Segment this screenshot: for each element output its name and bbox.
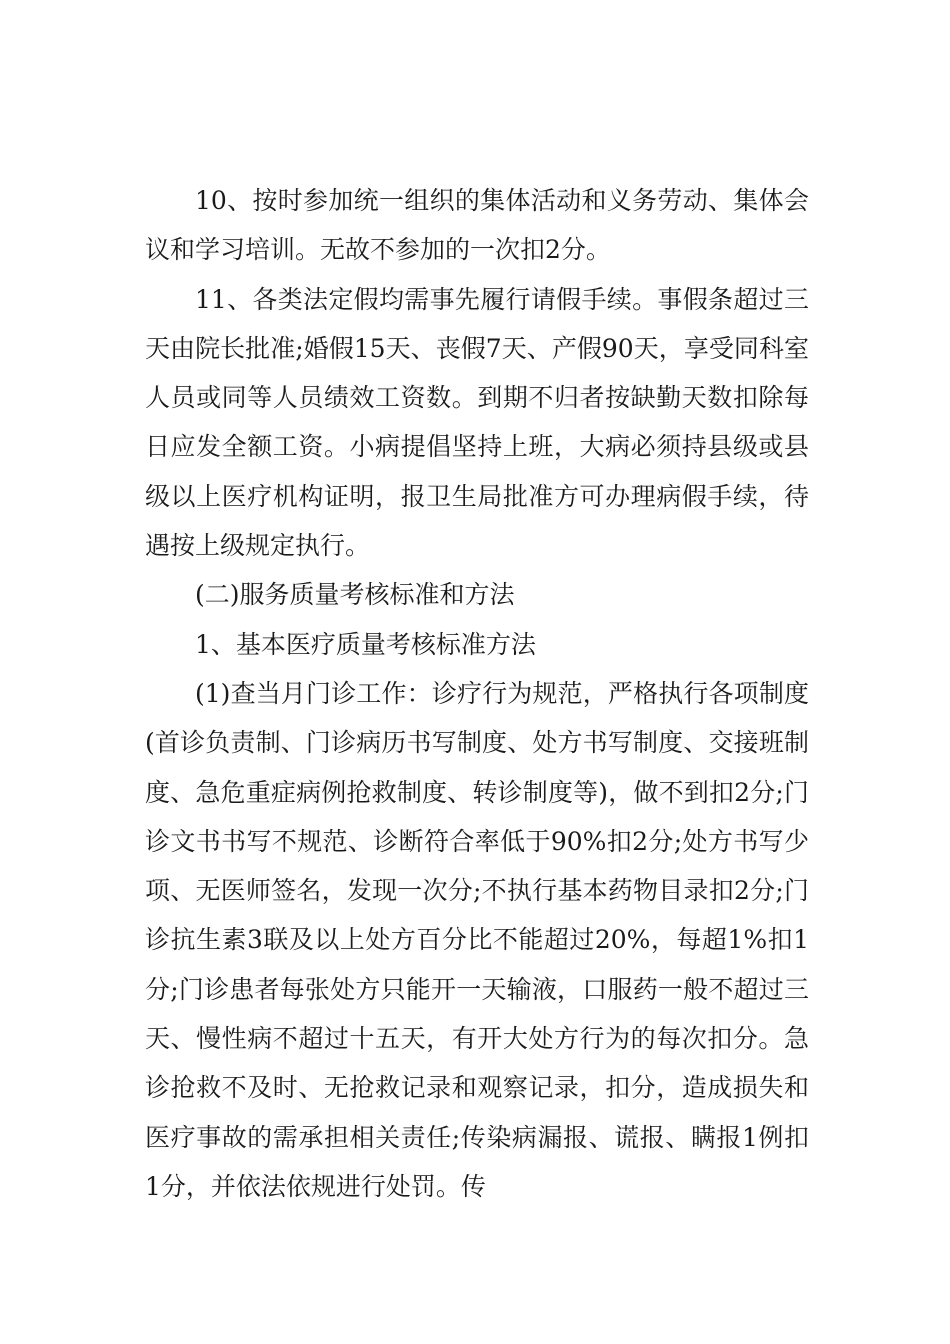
paragraph-attendance-activities: 10、按时参加统一组织的集体活动和义务劳动、集体会议和学习培训。无故不参加的一次扣2分。 [145, 186, 809, 265]
document-body [145, 176, 809, 1211]
paragraph-outpatient-check: (1)查当月门诊工作：诊疗行为规范，严格执行各项制度(首诊负责制、门诊病历书写制度、处方书写制度、交接班制度、急危重症病例抢救制度、转诊制度等)，做不到扣2分;门诊文书书写不规范、诊断符合率低于90%扣2分;处方书写少项、无医师签名，发现一次分;不执行基本药物目录扣2分;门诊抗生素3联及以上处方百分比不能超过20%，每超1%扣1分;门诊患者每张处方只能开一天输液，口服药一般不超过三天、慢性病不超过十五天，有开大处方行为的每次扣分。急诊抢救不及时、无抢救记录和观察记录，扣分，造成损失和医疗事故的需承担相关责任;传染病漏报、谎报、瞒报1例扣1分，并依法依规进行处罚。传 [145, 678, 809, 1201]
subsection-heading-medical-quality: 1、基本医疗质量考核标准方法 [195, 629, 536, 659]
paragraph-leave-rules: 11、各类法定假均需事先履行请假手续。事假条超过三天由院长批准;婚假15天、丧假7天、产假90天，享受同科室人员或同等人员绩效工资数。到期不归者按缺勤天数扣除每日应发全额工资。小病提倡坚持上班，大病必须持县级或县级以上医疗机构证明，报卫生局批准方可办理病假手续，待遇按上级规定执行。 [145, 284, 809, 561]
section-heading-service-quality: (二)服务质量考核标准和方法 [195, 580, 515, 610]
